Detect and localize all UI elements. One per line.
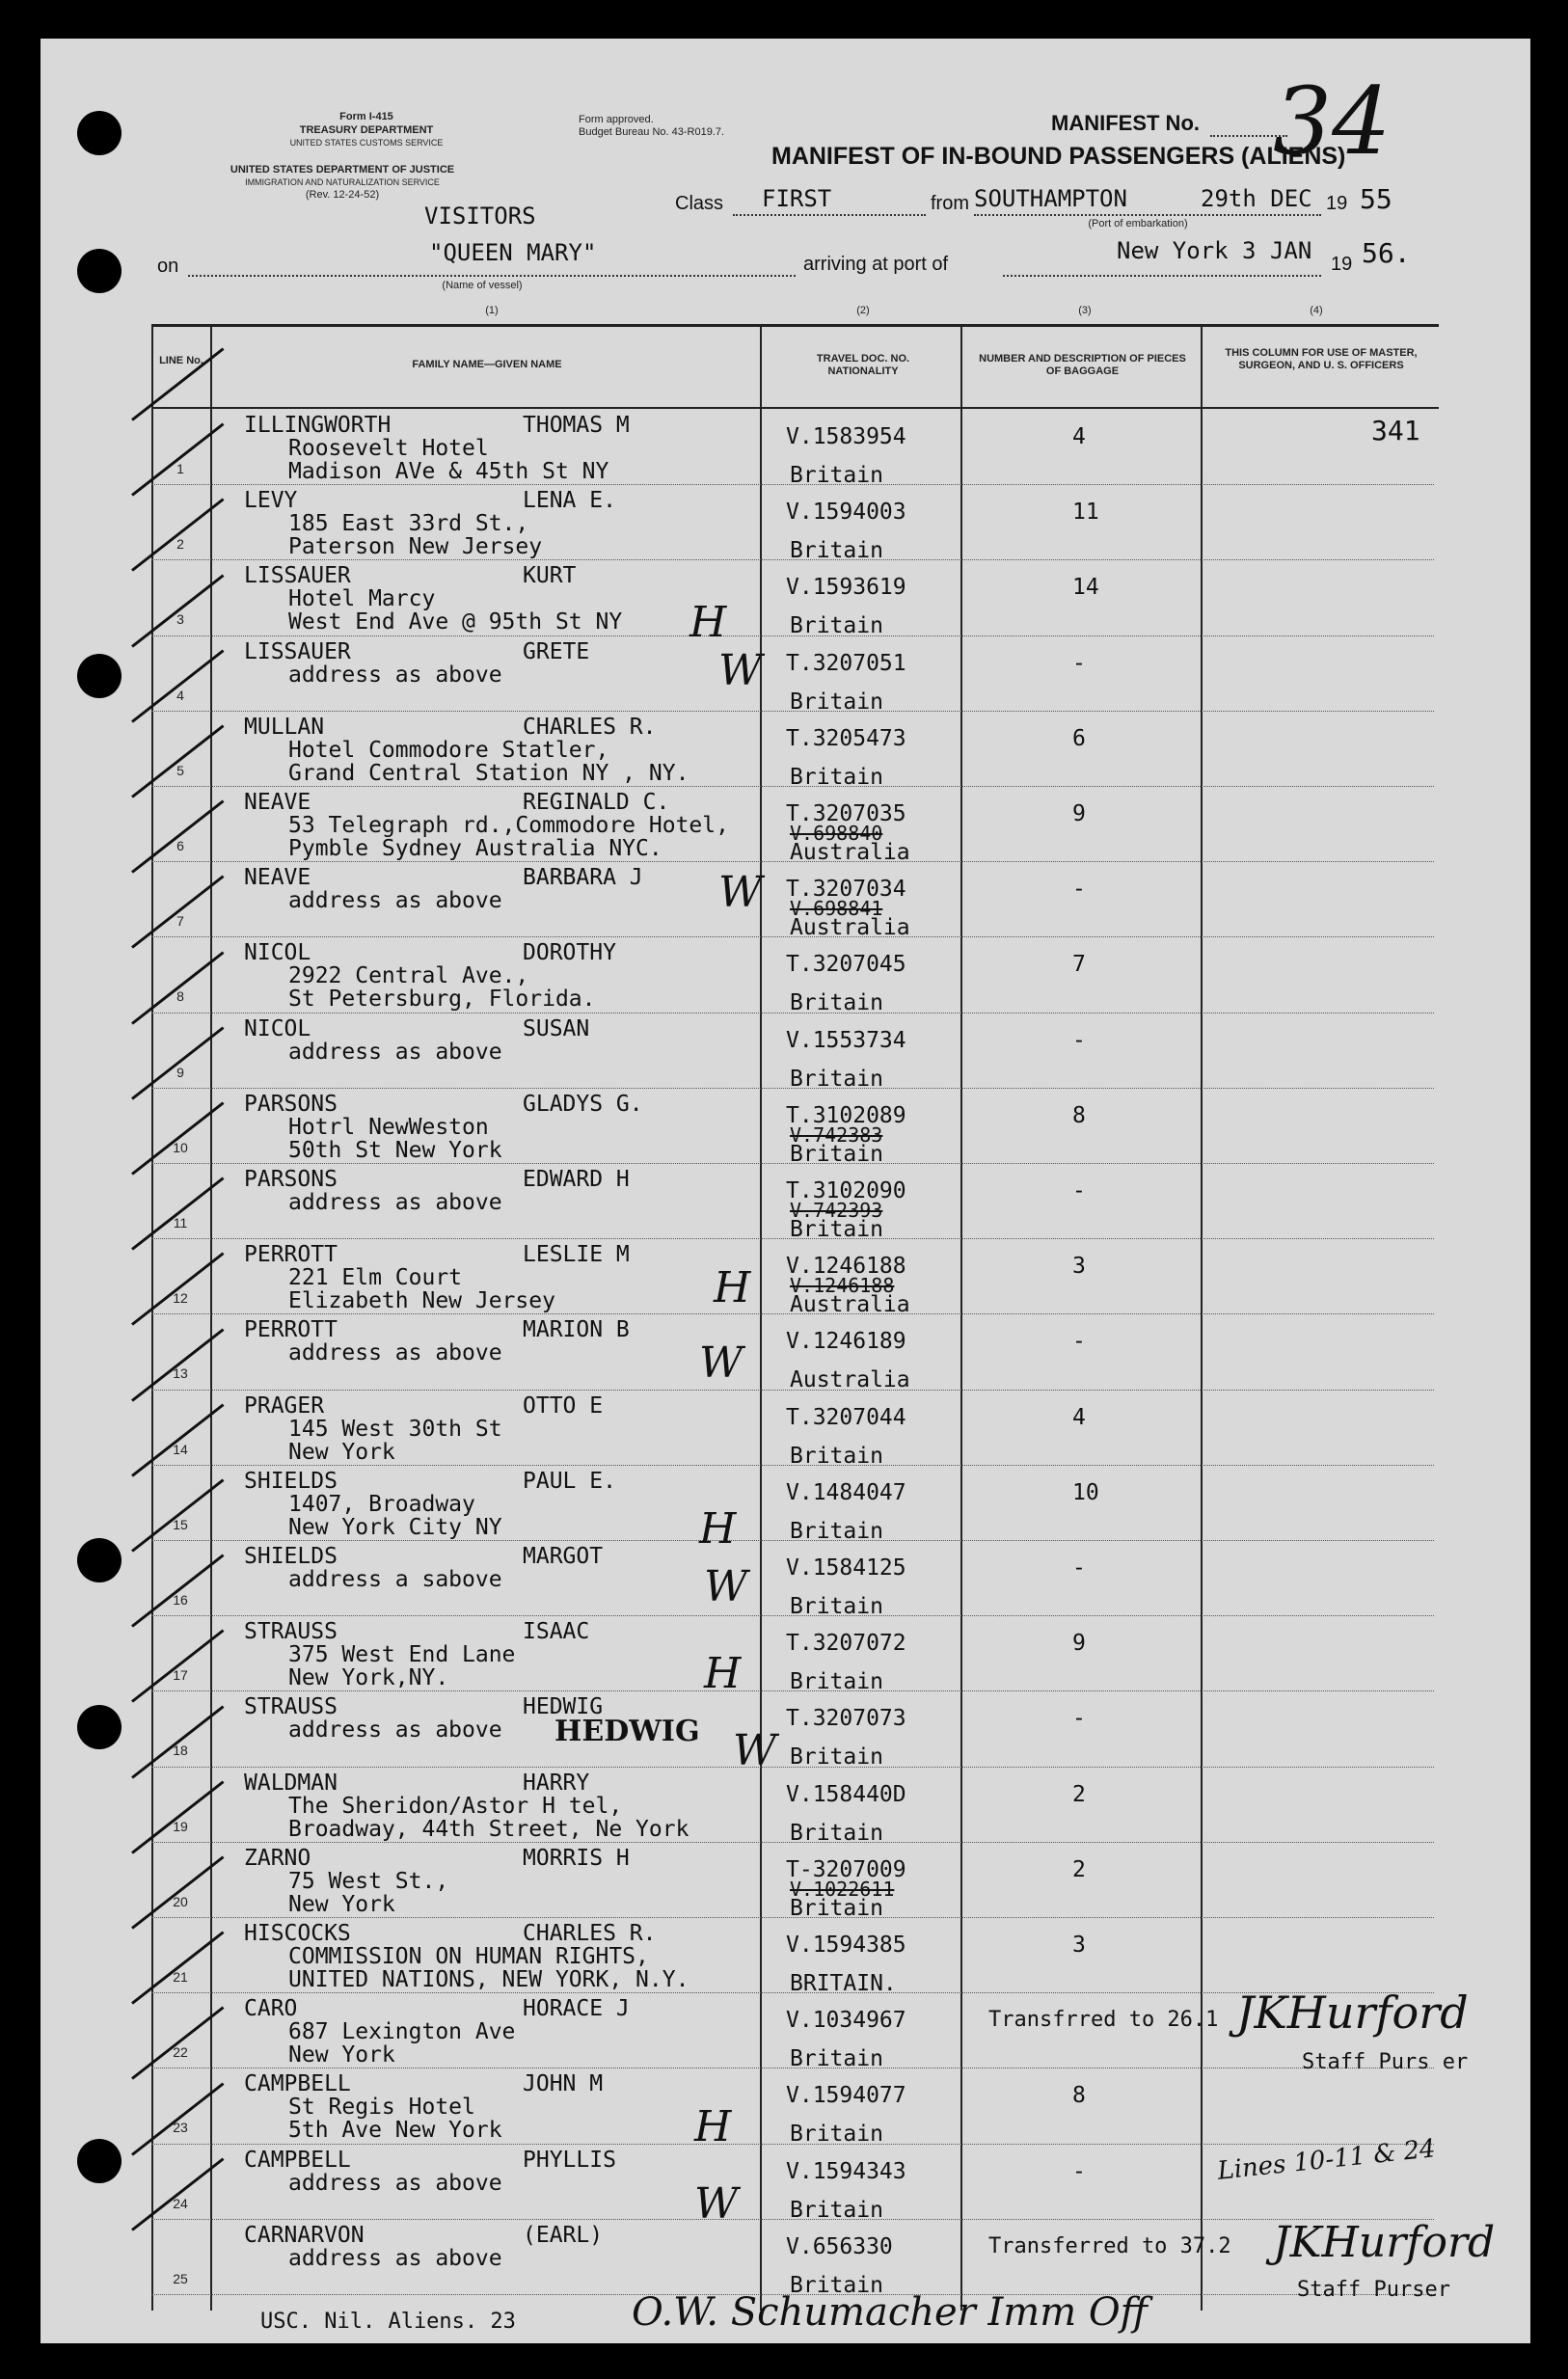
form-number: Form I-415 bbox=[339, 111, 393, 122]
punch-hole bbox=[77, 1538, 122, 1582]
port-embarkation-label: (Port of embarkation) bbox=[1088, 218, 1188, 230]
baggage-count: - bbox=[1072, 650, 1086, 676]
address-line-1: address as above bbox=[288, 2170, 502, 2196]
on-label: on bbox=[157, 256, 179, 277]
given-name: HORACE J bbox=[523, 1996, 630, 2022]
address-line-1: address as above bbox=[288, 1717, 502, 1744]
dep-year-prefix: 19 bbox=[1326, 193, 1348, 214]
manifest-row bbox=[151, 1163, 1434, 1242]
from-line bbox=[974, 214, 1321, 216]
class-label: Class bbox=[675, 193, 724, 214]
husband-mark: H bbox=[704, 1649, 742, 1698]
nationality: Britain bbox=[790, 1669, 883, 1695]
given-name: MARION B bbox=[523, 1317, 630, 1343]
given-name: ISAAC bbox=[523, 1619, 590, 1645]
family-name: NEAVE bbox=[244, 790, 311, 815]
wife-mark: W bbox=[733, 1726, 777, 1775]
address-line-2: New York bbox=[288, 1891, 395, 1917]
given-name: JOHN M bbox=[523, 2071, 604, 2097]
address-line-1: 375 West End Lane bbox=[288, 1642, 516, 1668]
line-number: 2 bbox=[176, 536, 184, 553]
nationality: Britain bbox=[790, 689, 883, 715]
family-name: SHIELDS bbox=[244, 1468, 338, 1494]
address-line-2: Paterson New Jersey bbox=[288, 534, 543, 560]
baggage-count: - bbox=[1072, 1329, 1086, 1355]
line-number: 23 bbox=[173, 2120, 188, 2136]
family-name: ZARNO bbox=[244, 1845, 311, 1871]
nationality: Australia bbox=[790, 1367, 910, 1393]
baggage-count: 4 bbox=[1072, 424, 1086, 449]
departure-year: 55 bbox=[1360, 183, 1392, 215]
family-name: CAMPBELL bbox=[244, 2147, 351, 2173]
line-number: 20 bbox=[173, 1893, 188, 1909]
given-name: EDWARD H bbox=[523, 1167, 630, 1192]
baggage-count: 3 bbox=[1072, 1933, 1086, 1958]
given-name: CHARLES R. bbox=[523, 714, 657, 740]
given-name: GRETE bbox=[523, 638, 590, 664]
manifest-row bbox=[151, 559, 1434, 639]
struck-doc-number: V.698841 bbox=[790, 897, 883, 921]
baggage-count: 4 bbox=[1072, 1404, 1086, 1430]
travel-doc-number: V.1594003 bbox=[786, 500, 906, 526]
family-name: PERROTT bbox=[244, 1242, 338, 1268]
justice-dept: UNITED STATES DEPARTMENT OF JUSTICE bbox=[230, 164, 455, 176]
address-line-1: address as above bbox=[288, 1190, 502, 1215]
baggage-count: - bbox=[1072, 877, 1086, 903]
nationality: Britain bbox=[790, 1820, 883, 1846]
family-name: PARSONS bbox=[244, 1091, 338, 1117]
given-name: OTTO E bbox=[523, 1392, 604, 1419]
address-line-2: 5th Ave New York bbox=[288, 2118, 502, 2144]
given-name: LESLIE M bbox=[523, 1242, 630, 1268]
travel-doc-number: V.1594077 bbox=[786, 2083, 906, 2109]
line-number: 19 bbox=[173, 1818, 188, 1834]
nationality: Britain bbox=[790, 1217, 883, 1242]
line-number: 12 bbox=[173, 1290, 188, 1307]
address-line-2: Elizabeth New Jersey bbox=[288, 1288, 555, 1314]
purser-signature-1: JKHurford bbox=[1236, 1987, 1469, 2039]
family-name: LISSAUER bbox=[244, 563, 351, 589]
arriving-label: arriving at port of bbox=[803, 254, 949, 275]
given-name: PHYLLIS bbox=[523, 2147, 616, 2173]
nationality: Britain bbox=[790, 1141, 883, 1167]
address-line-1: The Sheridon/Astor H tel, bbox=[288, 1793, 623, 1819]
col-number-2: (2) bbox=[856, 305, 870, 316]
nationality: Britain bbox=[790, 538, 883, 564]
address-line-1: address as above bbox=[288, 662, 502, 688]
nationality: Britain bbox=[790, 463, 883, 488]
address-line-1: Roosevelt Hotel bbox=[288, 436, 489, 461]
treasury-dept: TREASURY DEPARTMENT bbox=[299, 124, 434, 136]
vessel-name: "QUEEN MARY" bbox=[429, 239, 597, 266]
baggage-count: 8 bbox=[1072, 2083, 1086, 2109]
struck-doc-number: V.698840 bbox=[790, 822, 883, 845]
vessel-line bbox=[188, 275, 796, 277]
manifest-row bbox=[151, 936, 1434, 1016]
address-line-1: 687 Lexington Ave bbox=[288, 2019, 516, 2045]
col-number-4: (4) bbox=[1310, 305, 1323, 316]
arrival-year: 56. bbox=[1362, 237, 1411, 269]
given-name: HEDWIG bbox=[523, 1694, 604, 1720]
family-name: PRAGER bbox=[244, 1392, 325, 1419]
travel-doc-number: T.3207072 bbox=[786, 1631, 906, 1657]
address-line-2: New York,NY. bbox=[288, 1665, 449, 1691]
wife-mark: W bbox=[694, 2179, 739, 2229]
manifest-row bbox=[151, 409, 1434, 488]
col-number-1: (1) bbox=[485, 305, 499, 316]
header-travel-doc: TRAVEL DOC. NO. NATIONALITY bbox=[816, 353, 910, 377]
family-name: HISCOCKS bbox=[244, 1921, 351, 1946]
wife-mark: W bbox=[718, 646, 763, 695]
family-name: ILLINGWORTH bbox=[244, 413, 392, 438]
arrival-port-date: New York 3 JAN bbox=[1117, 237, 1312, 264]
manifest-row bbox=[151, 1390, 1434, 1469]
purser-signature-2: JKHurford bbox=[1273, 2218, 1496, 2267]
family-name: PARSONS bbox=[244, 1167, 338, 1192]
baggage-count: - bbox=[1072, 2158, 1086, 2184]
class-value: FIRST bbox=[762, 185, 832, 212]
visitors-label: VISITORS bbox=[424, 203, 536, 230]
nationality: Australia bbox=[790, 840, 910, 865]
line-number: 6 bbox=[176, 838, 184, 853]
given-name: (EARL) bbox=[523, 2222, 604, 2248]
address-line-2: UNITED NATIONS, NEW YORK, N.Y. bbox=[288, 1967, 689, 1992]
given-name: MORRIS H bbox=[523, 1845, 630, 1871]
travel-doc-number: T.3207051 bbox=[786, 650, 906, 676]
address-line-2: West End Ave @ 95th St NY bbox=[288, 609, 623, 635]
given-name: MARGOT bbox=[523, 1544, 604, 1569]
manifest-row bbox=[151, 711, 1434, 790]
form-approved: Form approved. bbox=[579, 114, 654, 125]
wife-mark: W bbox=[699, 1338, 743, 1388]
baggage-count: 3 bbox=[1072, 1254, 1086, 1280]
line-number: 21 bbox=[173, 1969, 188, 1985]
address-line-2: New York bbox=[288, 2042, 395, 2068]
travel-doc-number: V.1246189 bbox=[786, 1329, 906, 1355]
family-name: PERROTT bbox=[244, 1317, 338, 1343]
arrival-line bbox=[1003, 275, 1321, 277]
travel-doc-number: V.1583954 bbox=[786, 424, 906, 449]
travel-doc-number: V.1593619 bbox=[786, 575, 906, 601]
header-line-no: LINE No. bbox=[159, 355, 203, 366]
struck-doc-number: V.742393 bbox=[790, 1199, 883, 1222]
ins-service: IMMIGRATION AND NATURALIZATION SERVICE bbox=[245, 177, 440, 187]
family-name: CARO bbox=[244, 1996, 298, 2022]
officer-note: 341 bbox=[1371, 415, 1420, 446]
address-line-1: 53 Telegraph rd.,Commodore Hotel, bbox=[288, 813, 729, 838]
baggage-count: 6 bbox=[1072, 725, 1086, 751]
header-name: FAMILY NAME—GIVEN NAME bbox=[412, 359, 562, 370]
manifest-title: MANIFEST OF IN-BOUND PASSENGERS (ALIENS) bbox=[771, 143, 1346, 170]
punch-hole bbox=[77, 654, 122, 698]
wife-mark: W bbox=[718, 868, 763, 917]
travel-doc-number: T.3207073 bbox=[786, 1706, 906, 1732]
manifest-row bbox=[151, 1842, 1434, 1921]
wife-mark: W bbox=[704, 1562, 748, 1611]
nationality: Britain bbox=[790, 2197, 883, 2223]
given-name: DOROTHY bbox=[523, 940, 616, 966]
struck-doc-number: V.742383 bbox=[790, 1122, 883, 1147]
baggage-count: 14 bbox=[1072, 575, 1099, 601]
travel-doc-number: T.3207045 bbox=[786, 952, 906, 978]
manifest-row bbox=[151, 1465, 1434, 1544]
struck-doc-number: V.1246188 bbox=[790, 1274, 895, 1298]
given-name: LENA E. bbox=[523, 488, 616, 514]
departure-date: 29th DEC bbox=[1201, 185, 1312, 212]
baggage-count: 8 bbox=[1072, 1102, 1086, 1128]
given-name: BARBARA J bbox=[523, 865, 643, 891]
address-line-1: 2922 Central Ave., bbox=[288, 963, 529, 989]
nationality: Britain bbox=[790, 1443, 883, 1469]
travel-doc-number: V.1484047 bbox=[786, 1479, 906, 1505]
family-name: LISSAUER bbox=[244, 638, 351, 664]
manifest-row bbox=[151, 1615, 1434, 1695]
manifest-row bbox=[151, 2068, 1434, 2148]
manifest-row bbox=[151, 1238, 1434, 1318]
family-name: WALDMAN bbox=[244, 1770, 338, 1796]
manifest-number: 34 bbox=[1273, 68, 1392, 176]
family-name: CAMPBELL bbox=[244, 2071, 351, 2097]
line-number: 5 bbox=[176, 762, 184, 778]
manifest-row bbox=[151, 484, 1434, 564]
family-name: NEAVE bbox=[244, 865, 311, 891]
vessel-label: (Name of vessel) bbox=[442, 280, 523, 291]
travel-doc-number: V.1034967 bbox=[786, 2008, 906, 2034]
husband-mark: H bbox=[714, 1263, 751, 1312]
footer-signature: O.W. Schumacher Imm Off bbox=[632, 2290, 1148, 2335]
budget-bureau: Budget Bureau No. 43-R019.7. bbox=[579, 126, 725, 138]
address-line-2: Madison AVe & 45th St NY bbox=[288, 459, 609, 484]
line-number: 8 bbox=[176, 988, 184, 1005]
address-line-1: address as above bbox=[288, 1039, 502, 1065]
address-line-2: 50th St New York bbox=[288, 1137, 502, 1163]
punch-hole bbox=[77, 249, 122, 293]
manifest-no-label: MANIFEST No. bbox=[1051, 111, 1200, 135]
husband-mark: H bbox=[689, 598, 727, 647]
address-line-1: address a sabove bbox=[288, 1567, 502, 1592]
baggage-count: 7 bbox=[1072, 952, 1086, 978]
header-baggage: NUMBER AND DESCRIPTION OF PIECES OF BAGGAGE bbox=[979, 353, 1186, 377]
nationality: BRITAIN. bbox=[790, 1971, 897, 1996]
husband-mark: H bbox=[699, 1504, 737, 1554]
address-line-1: address as above bbox=[288, 1340, 502, 1366]
from-value: SOUTHAMPTON bbox=[974, 185, 1127, 212]
manifest-row bbox=[151, 1767, 1434, 1846]
baggage-count: 2 bbox=[1072, 1781, 1086, 1807]
nationality: Britain bbox=[790, 2122, 883, 2148]
travel-doc-number: T.3207044 bbox=[786, 1404, 906, 1430]
line-number: 3 bbox=[176, 611, 184, 628]
line-number: 17 bbox=[173, 1667, 188, 1684]
travel-doc-number: T.3207034 bbox=[786, 877, 906, 903]
travel-doc-number: V.1246188 bbox=[786, 1254, 906, 1280]
address-line-2: St Petersburg, Florida. bbox=[288, 987, 596, 1013]
address-line-1: COMMISSION ON HUMAN RIGHTS, bbox=[288, 1944, 649, 1969]
address-line-1: 185 East 33rd St., bbox=[288, 511, 529, 537]
family-name: LEVY bbox=[244, 488, 298, 514]
travel-doc-number: V.656330 bbox=[786, 2233, 893, 2259]
manifest-row bbox=[151, 786, 1434, 865]
travel-doc-number: V.1553734 bbox=[786, 1027, 906, 1053]
given-name: KURT bbox=[523, 563, 577, 589]
family-name: NICOL bbox=[244, 940, 311, 966]
line-number: 13 bbox=[173, 1365, 188, 1382]
family-name: NICOL bbox=[244, 1015, 311, 1041]
address-line-1: Hotrl NewWeston bbox=[288, 1114, 489, 1140]
struck-doc-number: V.1022611 bbox=[790, 1877, 895, 1901]
nationality: Britain bbox=[790, 1066, 883, 1092]
nationality: Britain bbox=[790, 1518, 883, 1544]
address-line-1: 221 Elm Court bbox=[288, 1265, 463, 1291]
line-number: 10 bbox=[173, 1139, 188, 1155]
baggage-count: - bbox=[1072, 1178, 1086, 1203]
address-line-2: Pymble Sydney Australia NYC. bbox=[288, 836, 662, 861]
baggage-count: 10 bbox=[1072, 1479, 1099, 1505]
travel-doc-number: V.158440D bbox=[786, 1781, 906, 1807]
baggage-count: Transfrred to 26.1 bbox=[988, 2008, 1219, 2033]
line-number: 11 bbox=[173, 1215, 188, 1230]
manifest-row bbox=[151, 1540, 1434, 1619]
manifest-row bbox=[151, 1013, 1434, 1092]
line-number: 7 bbox=[176, 913, 184, 930]
given-name: THOMAS M bbox=[523, 413, 630, 438]
given-name: GLADYS G. bbox=[523, 1091, 643, 1117]
travel-doc-number: T.3102090 bbox=[786, 1178, 906, 1203]
header-officers: THIS COLUMN FOR USE OF MASTER, SURGEON, AND U. S. OFFICERS bbox=[1225, 347, 1418, 371]
line-number: 24 bbox=[173, 2195, 188, 2211]
manifest-row bbox=[151, 861, 1434, 941]
nationality: Australia bbox=[790, 1292, 910, 1318]
address-line-1: 1407, Broadway bbox=[288, 1491, 475, 1517]
nationality: Britain bbox=[790, 1594, 883, 1619]
baggage-count: 11 bbox=[1072, 500, 1099, 526]
baggage-count: - bbox=[1072, 1027, 1086, 1053]
punch-hole bbox=[77, 111, 122, 155]
nationality: Britain bbox=[790, 2272, 883, 2298]
baggage-count: 9 bbox=[1072, 801, 1086, 826]
punch-hole bbox=[77, 1705, 122, 1749]
given-name: REGINALD C. bbox=[523, 790, 670, 815]
address-line-2: New York City NY bbox=[288, 1514, 502, 1540]
nationality: Britain bbox=[790, 764, 883, 790]
line-number: 15 bbox=[173, 1516, 188, 1532]
nationality: Britain bbox=[790, 2046, 883, 2072]
family-name: SHIELDS bbox=[244, 1544, 338, 1569]
baggage-count: Transferred to 37.2 bbox=[988, 2233, 1231, 2258]
line-number: 18 bbox=[173, 1743, 188, 1759]
travel-doc-number: V.1594385 bbox=[786, 1933, 906, 1958]
line-number: 4 bbox=[176, 687, 184, 703]
address-line-2: Broadway, 44th Street, Ne York bbox=[288, 1816, 689, 1842]
hedwig-annotation: HEDWIG bbox=[554, 1715, 700, 1748]
arr-year-prefix: 19 bbox=[1331, 254, 1353, 275]
travel-doc-number: T.3207035 bbox=[786, 801, 906, 826]
line-number: 22 bbox=[173, 2044, 188, 2061]
address-line-1: St Regis Hotel bbox=[288, 2095, 475, 2121]
punch-hole bbox=[77, 2139, 122, 2183]
manifest-row bbox=[151, 2219, 1434, 2298]
line-number: 1 bbox=[176, 461, 184, 476]
travel-doc-number: V.1594343 bbox=[786, 2158, 906, 2184]
given-name: HARRY bbox=[523, 1770, 590, 1796]
from-label: from bbox=[931, 193, 969, 214]
family-name: CARNARVON bbox=[244, 2222, 365, 2248]
address-line-2: New York bbox=[288, 1439, 395, 1465]
nationality: Britain bbox=[790, 1895, 883, 1921]
travel-doc-number: T.3102089 bbox=[786, 1102, 906, 1128]
address-line-2: Grand Central Station NY , NY. bbox=[288, 760, 689, 786]
baggage-count: 9 bbox=[1072, 1631, 1086, 1657]
manifest-row bbox=[151, 635, 1434, 715]
given-name: PAUL E. bbox=[523, 1468, 616, 1494]
given-name: CHARLES R. bbox=[523, 1921, 657, 1946]
baggage-count: - bbox=[1072, 1555, 1086, 1581]
given-name: SUSAN bbox=[523, 1015, 590, 1041]
address-line-1: Hotel Marcy bbox=[288, 586, 436, 612]
manifest-row bbox=[151, 1917, 1434, 1996]
address-line-1: address as above bbox=[288, 2245, 502, 2271]
address-line-1: Hotel Commodore Statler, bbox=[288, 737, 609, 763]
staff-purser-1: Staff Purs er bbox=[1302, 2050, 1469, 2074]
husband-mark: H bbox=[694, 2102, 732, 2151]
nationality: Britain bbox=[790, 1744, 883, 1771]
baggage-count: - bbox=[1072, 1706, 1086, 1732]
manifest-row bbox=[151, 1690, 1434, 1771]
address-line-1: 145 West 30th St bbox=[288, 1416, 502, 1442]
line-number: 16 bbox=[173, 1592, 188, 1608]
family-name: STRAUSS bbox=[244, 1619, 338, 1645]
line-number: 25 bbox=[173, 2270, 188, 2286]
table-top-border bbox=[151, 324, 1439, 327]
footer-summary: USC. Nil. Aliens. 23 bbox=[260, 2310, 516, 2334]
line-number: 14 bbox=[173, 1441, 188, 1457]
nationality: Australia bbox=[790, 915, 910, 941]
address-line-1: 75 West St., bbox=[288, 1868, 449, 1894]
family-name: STRAUSS bbox=[244, 1694, 338, 1720]
address-line-1: address as above bbox=[288, 888, 502, 914]
travel-doc-number: V.1584125 bbox=[786, 1555, 906, 1581]
nationality: Britain bbox=[790, 613, 883, 639]
staff-purser-2: Staff Purser bbox=[1297, 2278, 1450, 2302]
manifest-row bbox=[151, 1313, 1434, 1393]
travel-doc-number: T.3205473 bbox=[786, 725, 906, 751]
customs-service: UNITED STATES CUSTOMS SERVICE bbox=[289, 138, 444, 148]
baggage-count: 2 bbox=[1072, 1856, 1086, 1882]
family-name: MULLAN bbox=[244, 714, 325, 740]
margin-note: Lines 10-11 & 24 bbox=[1216, 2134, 1437, 2186]
revision: (Rev. 12-24-52) bbox=[305, 189, 380, 201]
class-line bbox=[733, 214, 926, 216]
col-number-3: (3) bbox=[1078, 305, 1092, 316]
manifest-row bbox=[151, 1088, 1434, 1167]
nationality: Britain bbox=[790, 990, 883, 1016]
line-number: 9 bbox=[176, 1064, 184, 1080]
travel-doc-number: T-3207009 bbox=[786, 1856, 906, 1882]
